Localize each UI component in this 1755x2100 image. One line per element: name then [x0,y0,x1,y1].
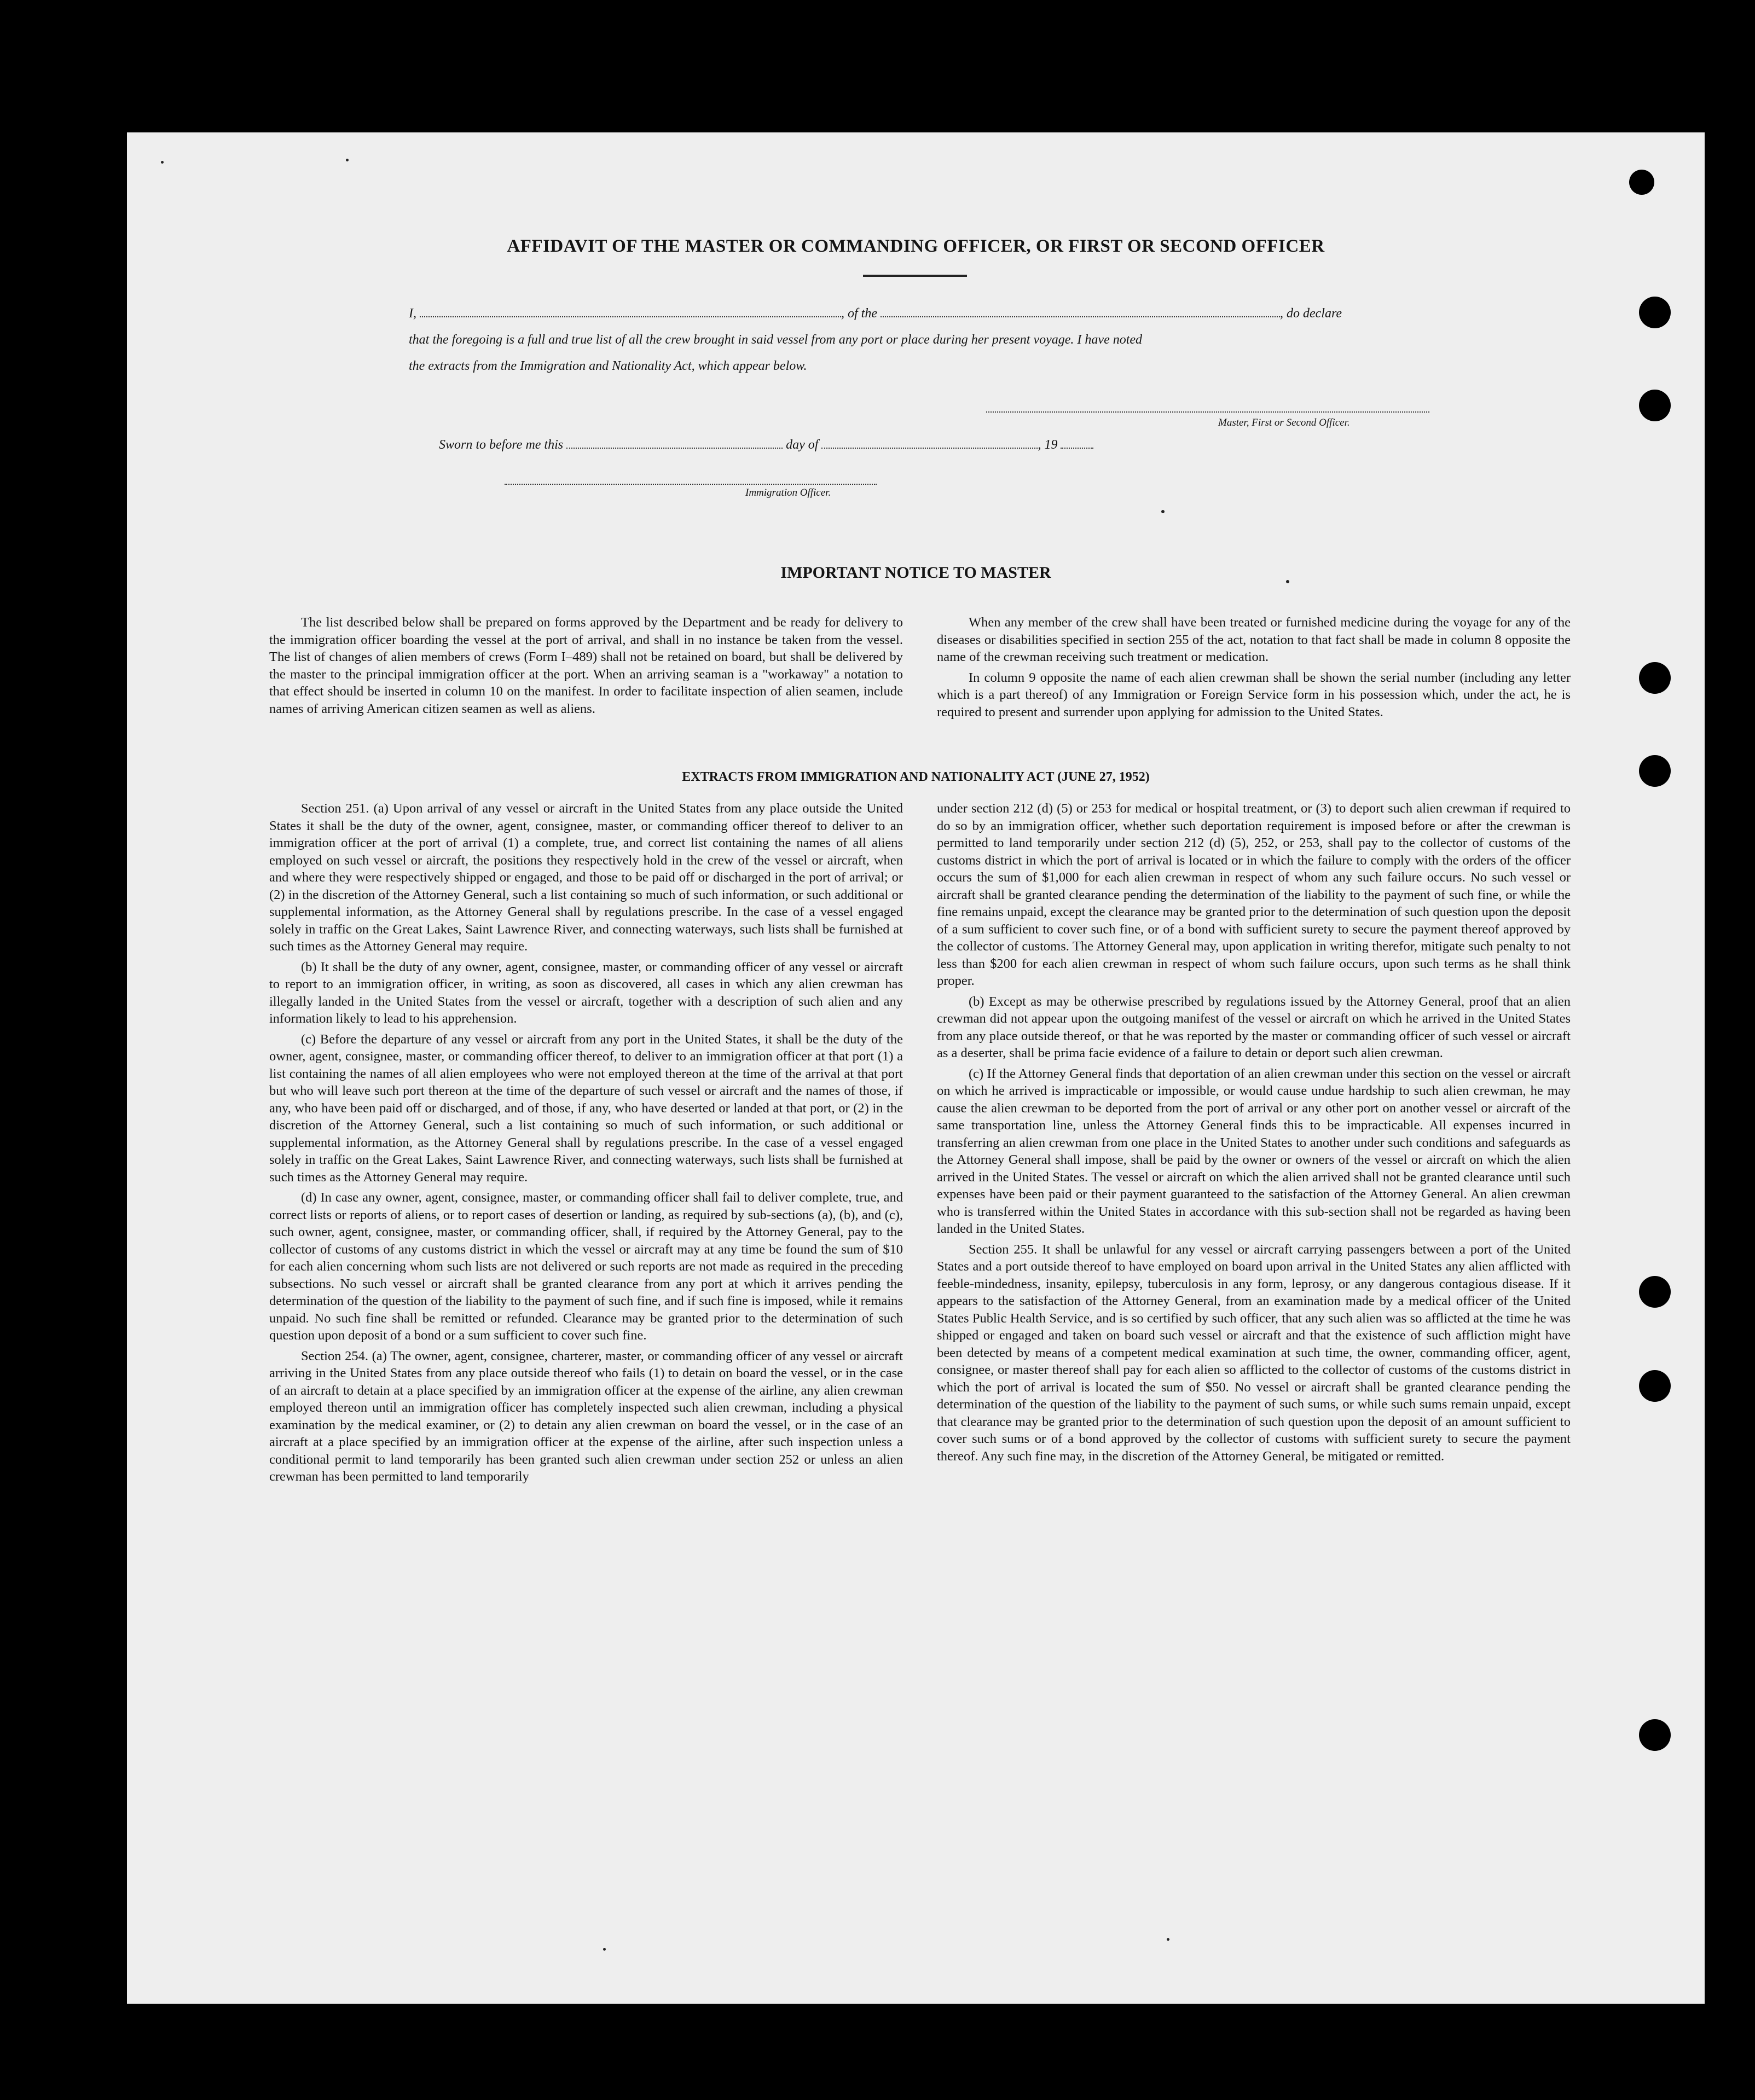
declaration-text-line: that the foregoing is a full and true list of all the crew brought in said vessel from any port or place during her present voyage. I have noted [409,333,1143,347]
statute-paragraph: (b) Except as may be otherwise prescribed by regulations issued by the Attorney General, proof that an alien crewman did not appear upon the outgoing manifest of the vessel or aircraft on which he arrived in the United States from any place outside thereof, or that he was reported by the master or commanding officer of such vessel or aircraft as a deserter, shall be prima facie evidence of a failure to detain or deport such alien crewman. [937,994,1571,1060]
notice-paragraph: The list described below shall be prepared on forms approved by the Department and be ready for delivery to the immigration officer boarding the vessel at the port of arrival, and shall in no instance be taken from the vessel. The list of changes of alien members of crews (Form I–489) shall not be retained on board, but shall be delivered by the master to the principal immigration officer at the port. When an arriving seaman is a "workaway" a notation to that effect should be inserted in column 10 on the manifest. In order to facilitate inspection of alien seamen, include names of arriving American citizen seamen as well as aliens. [269,615,903,716]
sworn-year-field[interactable] [1061,438,1093,449]
statute-paragraph: (c) If the Attorney General finds that deportation of an alien crewman under this section on the vessel or aircraft on which he arrived is impracticable or impossible, or would cause undue hardship to such alien crewman, he may cause the alien crewman to be deported from the port of arrival or any other port on another vessel or aircraft of the same transportation line, unless the Attorney General finds this to be impracticable. All expenses incurred in transferring an alien crewman from one place in the United States to another under such conditions and safeguards as the Attorney General shall impose, shall be paid by the owner or owners of the vessel or aircraft on which the alien arrived in the United States. The vessel or aircraft on which the alien arrived shall not be granted clearance until such expenses have been paid or their payment guaranteed to the satisfaction of the Attorney General. An alien crewman who is transferred within the United States in accordance with this sub-section shall not be regarded as having been landed in the United States. [937,1066,1571,1236]
declaration-text-line: the extracts from the Immigration and Nationality Act, which appear below. [409,359,807,373]
statute-paragraph: Section 254. (a) The owner, agent, consignee, charterer, master, or commanding officer of any vessel or aircraft arriving in the United States from any place outside thereof who fails (1) to detain on board the vessel, or in the case of an aircraft to detain at a place specified by an immigration officer at the expense of the airline, any alien crewman employed thereon until an immigration officer has completely inspected such alien crewman, including a physical examination by the medical examiner, or (2) to detain any alien crewman on board the vessel, or in the case of an aircraft at a place specified by an immigration officer at the expense of the airline, after such inspection unless a conditional permit to land temporarily has been granted such alien crewman under section 252 or unless an alien crewman has been permitted to land temporarily [269,1348,903,1484]
sworn-month-field[interactable] [821,438,1038,449]
vessel-name-field[interactable] [881,306,1280,317]
scan-speck [603,1948,606,1951]
year-label: , 19 [1038,438,1058,452]
extracts-title: EXTRACTS FROM IMMIGRATION AND NATIONALITY ACT (JUNE 27, 1952) [682,770,1150,784]
statute-paragraph: under section 212 (d) (5) or 253 for medical or hospital treatment, or (3) to deport such alien crewman if required to do so by an immigration officer, whether such deportation requirement is imposed before or after the crewman is permitted to land temporarily under section 212 (d) (5), 252, or 253, shall pay to the collector of customs of the customs district in which the port of arrival is located or in which the failure to comply with the orders of the officer occurs the sum of $1,000 for each alien crewman in respect of whom any such failure occurs. No such vessel or aircraft shall be granted clearance pending the determination of the liability to the payment of such fine, or while the fine remains unpaid, except the clearance may be granted prior to the determination of such question upon the deposit of a sum sufficient to cover such fine, or of a bond with sufficient surety to secure the payment thereof approved by the collector of customs. The Attorney General may, upon application in writing therefor, mitigate such penalty to not less than $200 for each alien crewman in respect of whom such failure occurs, upon such terms as he shall think proper. [937,801,1571,988]
sworn-line [439,438,1462,453]
sworn-day-field[interactable] [566,438,783,449]
affidavit-title: AFFIDAVIT OF THE MASTER OR COMMANDING OFFICER, OR FIRST OR SECOND OFFICER [507,236,1325,256]
vessel-label: , of the [841,306,877,321]
declaration-line [409,306,1432,321]
scan-speck [1161,510,1165,513]
punch-hole [1639,662,1671,694]
officer-signature-caption: Immigration Officer. [745,487,831,498]
officer-signature-field[interactable] [505,484,877,485]
declare-label: , do declare [1280,306,1342,321]
declarant-label: I, [409,306,416,321]
statute-paragraph: (d) In case any owner, agent, consignee, master, or commanding officer shall fail to deliver complete, true, and correct lists or reports of aliens, or to report cases of desertion or landing, as required by sub-sections (a), (b), and (c), such owner, agent, consignee, master, or commanding officer, shall, if required by the Attorney General, pay to the collector of customs of any customs district in which the vessel or aircraft may at any time be found the sum of $10 for each alien concerning whom such lists are not delivered or such reports are not made as required in the preceding subsections. No such vessel or aircraft shall be granted clearance from any port at which it arrives pending the determination of the question of the liability to the payment of such fine, and if such fine is imposed, while it remains unpaid. No such fine shall be remitted or refunded. Clearance may be granted prior to the determination of such question upon deposit of a bond or a sum sufficient to cover such fine. [269,1190,903,1343]
punch-hole [1629,170,1654,195]
statute-paragraph: (b) It shall be the duty of any owner, agent, consignee, master, or commanding officer of any vessel or aircraft to report to an immigration officer, in writing, as soon as discovered, all cases in which any alien crewman has illegally landed in the United States from the vessel or aircraft, together with a description of such alien and any information likely to lead to his apprehension. [269,959,903,1026]
statute-paragraph: (c) Before the departure of any vessel or aircraft from any port in the United States, it shall be the duty of the owner, agent, consignee, master, or commanding officer thereof, to deliver to an immigration officer at that port (1) a list containing the names of all alien employees who were not employed thereon at the time of the arrival at that port but who will leave such port thereon at the time of the departure of such vessel or aircraft and the names of those, if any, who have been paid off or discharged, and of those, if any, who have deserted or landed at that port, or (2) in the discretion of the Attorney General, such a list containing so much of such information, or such additional or supplemental information, as the Attorney General shall by regulations prescribe. In the case of a vessel engaged solely in traffic on the Great Lakes, Saint Lawrence River, and connecting waterways, such lists shall be furnished at such times as the Attorney General may require. [269,1031,903,1185]
notice-right-column [937,614,1571,724]
punch-hole [1639,1276,1671,1308]
punch-hole [1639,297,1671,328]
punch-hole [1639,390,1671,421]
master-signature-field[interactable] [986,411,1429,413]
title-divider [863,275,967,277]
notice-paragraph: In column 9 opposite the name of each alien crewman shall be shown the serial number (including any letter which is a part thereof) of any Immigration or Foreign Service form in his possession which, under the act, he is required to present and surrender upon applying for admission to the United States. [937,670,1571,720]
statute-paragraph: Section 255. It shall be unlawful for any vessel or aircraft carrying passengers between a port of the United States and a port outside thereof to have employed on board upon arrival in the United States any alien afflicted with feeble-mindedness, insanity, epilepsy, tuberculosis in any form, leprosy, or any dangerous contagious disease. If it appears to the satisfaction of the Attorney General, from an examination made by a medical officer of the United States Public Health Service, and is so certified by such officer, that any such alien was so afflicted at the time he was shipped or engaged and taken on board such vessel or aircraft and that the existence of such affliction might have been detected by means of a competent medical examination at such time, the owner, commanding officer, agent, consignee, or master thereof shall pay for each alien so afflicted to the collector of customs of the customs district in which the port of arrival is located the sum of $50. No vessel or aircraft shall be granted clearance pending the determination of the question of the liability to the payment of such sums, or while such sums remain unpaid, except that clearance may be granted prior to the determination of such question upon the deposit of an amount sufficient to cover such sums or of a bond approved by the collector of customs with sufficient surety to secure the payment thereof. Any such fine may, in the discretion of the Attorney General, be mitigated or remitted. [937,1242,1571,1464]
notice-left-column [269,614,903,721]
statute-paragraph: Section 251. (a) Upon arrival of any vessel or aircraft in the United States from any place outside the United States it shall be the duty of the owner, agent, consignee, master, or commanding officer thereof to deliver to an immigration officer at the port of arrival (1) a complete, true, and correct list containing the names of all aliens employed on such vessel or aircraft, the positions they respectively hold in the crew of the vessel or aircraft, when and where they were respectively shipped or engaged, and those to be paid off or discharged in the port of arrival; or (2) in the discretion of the Attorney General, such a list containing so much of such information, or such additional or supplemental information, as the Attorney General shall by regulations prescribe. In the case of a vessel engaged solely in traffic on the Great Lakes, Saint Lawrence River, and connecting waterways, such lists shall be furnished at such times as the Attorney General may require. [269,801,903,954]
sworn-label: Sworn to before me this [439,438,564,452]
master-signature-caption: Master, First or Second Officer. [1218,417,1350,428]
notice-paragraph: When any member of the crew shall have been treated or furnished medicine during the voyage for any of the diseases or disabilities specified in section 255 of the act, notation to that fact shall be made in column 8 opposite the name of the crewman receiving such treatment or medication. [937,615,1571,664]
day-of-label: day of [786,438,819,452]
scan-speck [346,159,349,161]
scan-speck [161,161,164,164]
scan-speck [1167,1938,1169,1941]
notice-title: IMPORTANT NOTICE TO MASTER [780,564,1051,582]
punch-hole [1639,1370,1671,1402]
declarant-name-field[interactable] [420,306,841,317]
extracts-right-column [937,800,1571,1468]
punch-hole [1639,1719,1671,1751]
form-page [127,132,1705,2004]
extracts-left-column [269,800,903,1489]
